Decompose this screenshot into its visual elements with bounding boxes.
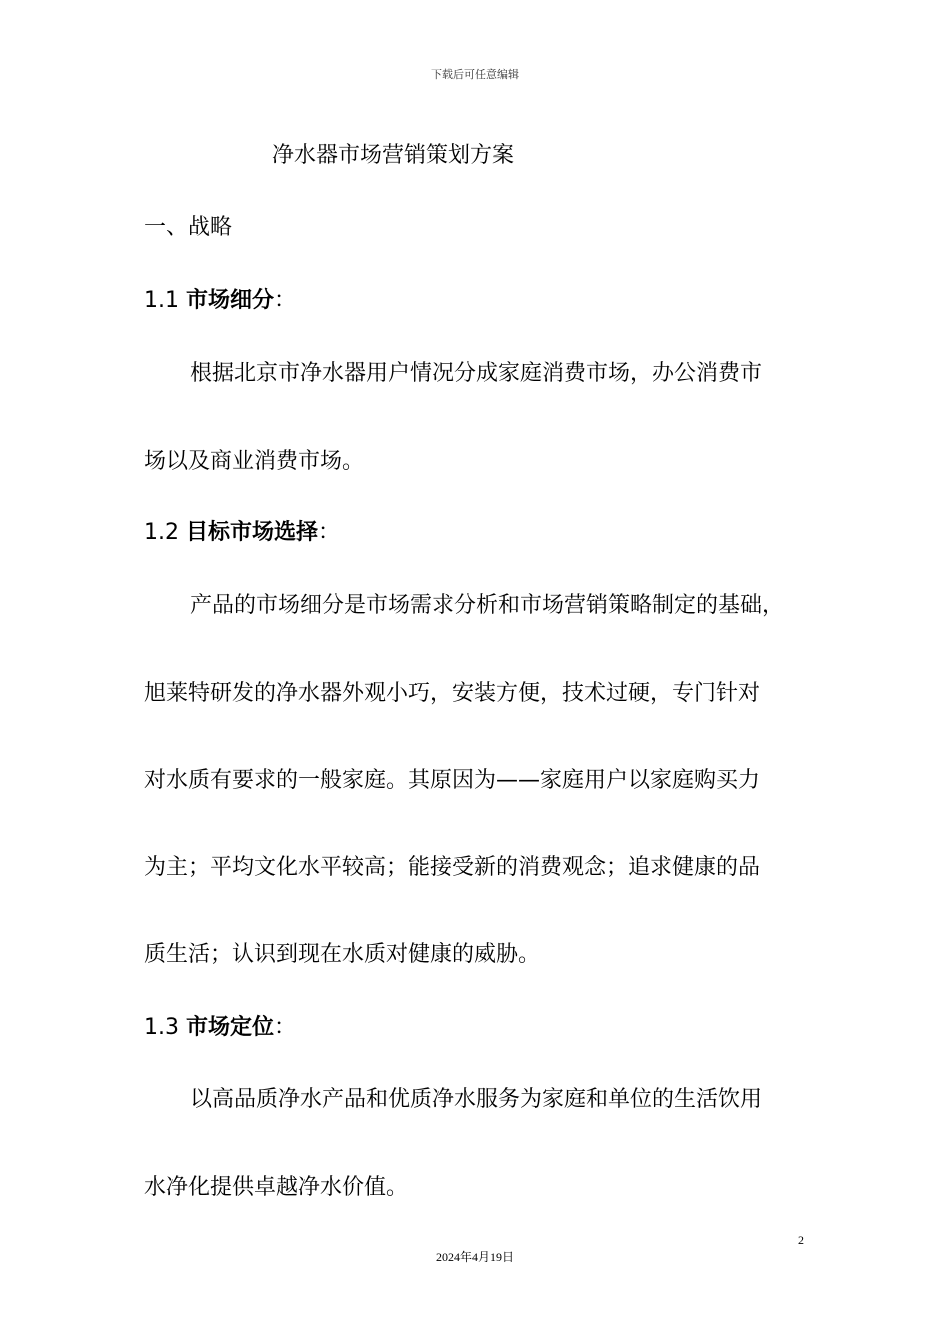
subsection-heading-1-1 bbox=[144, 283, 296, 314]
subsection-number: 1.2 bbox=[144, 520, 186, 545]
page-number: 2 bbox=[798, 1233, 804, 1247]
paragraph-line: 对水质有要求的一般家庭。其原因为——家庭用户以家庭购买力 bbox=[144, 768, 761, 793]
paragraph-line: 产品的市场细分是市场需求分析和市场营销策略制定的基础， bbox=[190, 593, 785, 618]
subsection-label: 目标市场选择 bbox=[185, 520, 318, 545]
section-heading: 一、战略 bbox=[144, 215, 233, 240]
paragraph-line: 场以及商业消费市场。 bbox=[144, 449, 365, 474]
page-footer-date: 2024年4月19日 bbox=[435, 1250, 514, 1264]
subsection-label: 市场定位 bbox=[185, 1015, 274, 1040]
paragraph-line: 质生活；认识到现在水质对健康的威胁。 bbox=[144, 942, 541, 967]
subsection-label: 市场细分 bbox=[185, 288, 274, 313]
subsection-heading-1-3 bbox=[144, 1010, 296, 1041]
paragraph-line: 水净化提供卓越净水价值。 bbox=[144, 1175, 409, 1200]
subsection-colon: ： bbox=[318, 520, 341, 545]
subsection-heading-1-2 bbox=[144, 515, 340, 546]
subsection-colon: ： bbox=[274, 288, 297, 313]
subsection-number: 1.3 bbox=[144, 1015, 186, 1040]
document-title: 净水器市场营销策划方案 bbox=[272, 143, 515, 168]
subsection-colon: ： bbox=[274, 1015, 297, 1040]
paragraph-line: 根据北京市净水器用户情况分成家庭消费市场，办公消费市 bbox=[190, 361, 763, 386]
subsection-number: 1.1 bbox=[144, 288, 186, 313]
paragraph-line: 以高品质净水产品和优质净水服务为家庭和单位的生活饮用 bbox=[190, 1087, 763, 1112]
paragraph-line: 旭莱特研发的净水器外观小巧，安装方便，技术过硬，专门针对 bbox=[144, 681, 761, 706]
page-header-note: 下载后可任意编辑 bbox=[431, 68, 519, 81]
paragraph-line: 为主；平均文化水平较高；能接受新的消费观念；追求健康的品 bbox=[144, 855, 761, 880]
